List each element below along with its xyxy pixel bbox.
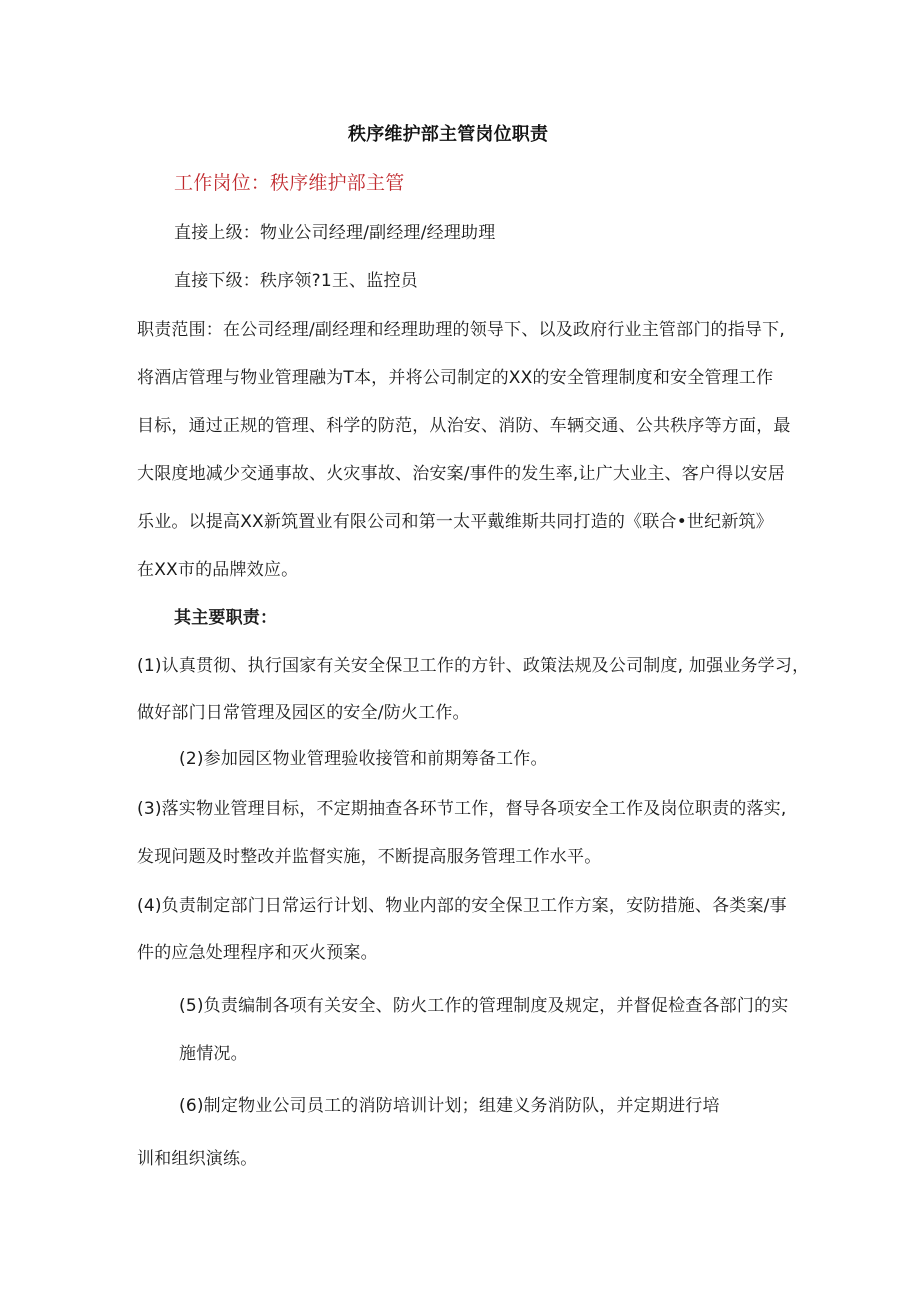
scope-line: 目标，通过正规的管理、科学的防范，从治安、消防、车辆交通、公共秩序等方面，最 <box>137 416 791 436</box>
duty-line: (4)负责制定部门日常运行计划、物业内部的安全保卫工作方案，安防措施、各类案/事 <box>137 896 787 916</box>
subordinate-line: 直接下级：秩序领?1王、监控员 <box>174 271 418 291</box>
scope-line: 职责范围：在公司经理/副经理和经理助理的领导下、以及政府行业主管部门的指导下, <box>137 320 785 340</box>
scope-line: 在XX市的品牌效应。 <box>137 560 299 580</box>
duty-line: (2)参加园区物业管理验收接管和前期筹备工作。 <box>179 749 548 769</box>
main-duties-heading: 其主要职责： <box>174 608 278 628</box>
duty-line: 施情况。 <box>179 1044 248 1064</box>
duty-line: (5)负责编制各项有关安全、防火工作的管理制度及规定，并督促检查各部门的实 <box>179 996 789 1016</box>
duty-line: (1)认真贯彻、执行国家有关安全保卫工作的方针、政策法规及公司制度, 加强业务学习， <box>137 656 810 676</box>
scope-line: 乐业。以提高XX新筑置业有限公司和第一太平戴维斯共同打造的《联合•世纪新筑》 <box>137 512 773 532</box>
duty-line: (6)制定物业公司员工的消防培训计划；组建义务消防队，并定期进行培 <box>179 1096 720 1116</box>
duty-line: 训和组织演练。 <box>137 1149 258 1169</box>
duty-line: 件的应急处理程序和灭火预案。 <box>137 943 378 963</box>
superior-line: 直接上级：物业公司经理/副经理/经理助理 <box>174 223 496 243</box>
duty-line: 发现问题及时整改并监督实施，不断提高服务管理工作水平。 <box>137 847 602 867</box>
duty-line: (3)落实物业管理目标，不定期抽查各环节工作，督导各项安全工作及岗位职责的落实, <box>137 799 787 819</box>
scope-line: 大限度地减少交通事故、火灾事故、治安案/事件的发生率,让广大业主、客户得以安居 <box>137 464 785 484</box>
scope-line: 将酒店管理与物业管理融为T本，并将公司制定的XX的安全管理制度和安全管理工作 <box>137 368 774 388</box>
duty-line: 做好部门日常管理及园区的安全/防火工作。 <box>137 703 470 723</box>
position-line: 工作岗位：秩序维护部主管 <box>174 172 405 194</box>
document-title: 秩序维护部主管岗位职责 <box>348 124 549 145</box>
